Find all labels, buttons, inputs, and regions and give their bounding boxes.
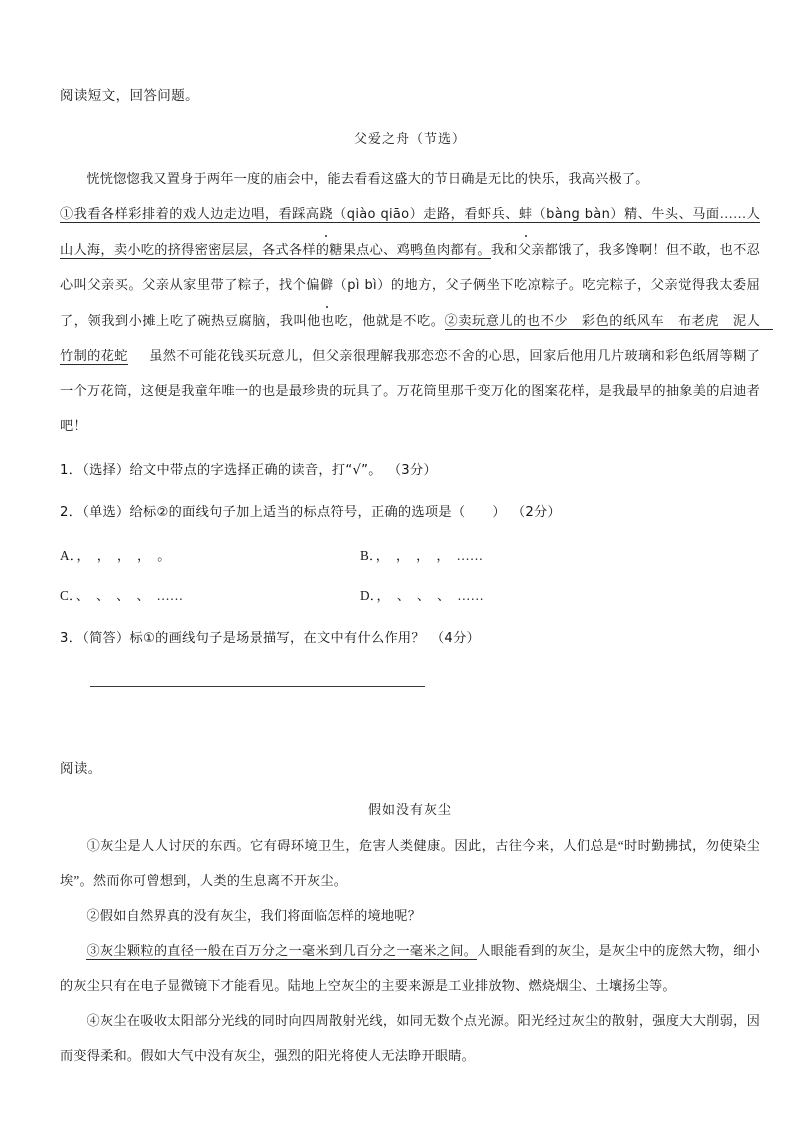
dotted-char-pi: 僻 bbox=[320, 267, 333, 302]
section2-article-title: 假如没有灰尘 bbox=[367, 801, 452, 817]
underlined-text-d: 卖玩意儿的也不少 彩色的纸风车 布老虎 泥人 竹制的花蛇 bbox=[60, 313, 774, 364]
s2-p1-marker: ① bbox=[86, 837, 101, 853]
section1-article-title: 父爱之舟（节选） bbox=[353, 131, 466, 147]
question-1-number: 1． bbox=[60, 463, 83, 479]
s2-p3-marker: ③ bbox=[86, 942, 100, 958]
option-row-cd bbox=[60, 585, 760, 604]
dotted-char-qiao: 跷 bbox=[320, 196, 333, 231]
question-1-type: （选择） bbox=[82, 463, 130, 479]
question-3 bbox=[60, 629, 760, 649]
option-c-value: 、 、 、 、 …… bbox=[75, 587, 184, 603]
pinyin-qiao: （qiào qiāo） bbox=[332, 207, 424, 223]
section2-paragraph-3 bbox=[60, 933, 760, 1003]
section2-paragraph-1 bbox=[60, 828, 760, 898]
paragraph-1-text: 恍恍惚惚我又置身于两年一度的庙会中，能去看看这盛大的节日确是无比的快乐，我高兴极了。 bbox=[86, 171, 649, 187]
marker-2: ② bbox=[444, 313, 459, 329]
s2-p3-underlined-text: 灰尘颗粒的直径一般在百万分之一毫米到几百分之一毫米之间。 bbox=[99, 942, 478, 958]
section1-paragraph-2 bbox=[60, 196, 774, 443]
question-2-type: （单选） bbox=[82, 505, 130, 521]
s2-p1-text: 灰尘是人人讨厌的东西。它有碍环境卫生，危害人类健康。因此，古往今来，人们总是“时时勤拂拭，勿使染尘埃”。然而你可曾想到，人类的生息离不开灰尘。 bbox=[60, 837, 760, 888]
s2-p4-marker: ④ bbox=[86, 1012, 100, 1028]
section2-instruction: 阅读。 bbox=[60, 760, 102, 777]
question-1 bbox=[60, 461, 760, 481]
section1-instruction: 阅读短文，回答问题。 bbox=[60, 88, 199, 104]
question-2-text: 给标②的面线句子加上适当的标点符号，正确的选项是（ ） bbox=[129, 505, 506, 521]
s2-p3-underlined bbox=[86, 943, 477, 960]
question-3-text: 标①的画线句子是场景描写，在文中有什么作用？ bbox=[129, 630, 425, 646]
section2-paragraph-4 bbox=[60, 1003, 760, 1073]
page-content bbox=[60, 0, 774, 1073]
plain-text-a: 我和父亲都饿了，我多馋啊！但不敢，也不忍心叫父亲买。父亲从家里带了粽子，找个偏 bbox=[60, 242, 760, 293]
option-d-key: D． bbox=[360, 587, 377, 603]
section1-paragraph-1 bbox=[60, 161, 760, 196]
plain-text-b: 的地方，父子俩坐下吃凉粽子。吃完粽子，父亲觉得我太委屈了，领我到小摊上吃了碗热豆腐脑，我叫他也吃，他就是不吃。 bbox=[60, 277, 760, 329]
underlined-text-a: 我看各样彩排着的戏人边走边唱，看踩高 bbox=[73, 206, 320, 222]
dotted-char-bang: 蚌 bbox=[519, 196, 532, 231]
question-2 bbox=[60, 503, 760, 523]
question-3-score: （4分） bbox=[430, 630, 481, 646]
option-c-key: C． bbox=[60, 587, 76, 603]
marker-1: ① bbox=[60, 206, 74, 222]
s2-p3-text: 人眼能看到的灰尘，是灰尘中的庞然大物，细小的灰尘只有在电子显微镜下才能看见。陆地上空灰尘的主要来源是工业排放物、燃烧烟尘、土壤扬尘等。 bbox=[60, 942, 760, 993]
question-2-number: 2． bbox=[60, 505, 83, 521]
section2-paragraph-2 bbox=[60, 898, 760, 933]
option-a-value: ， ， ， ， 。 bbox=[76, 547, 171, 563]
question-3-type: （简答） bbox=[82, 630, 130, 646]
underlined-text-b: 走路，看虾兵、 bbox=[423, 206, 519, 222]
option-c[interactable] bbox=[60, 585, 360, 604]
pinyin-bang: （bàng bàn） bbox=[532, 207, 624, 223]
s2-p2-text: 假如自然界真的没有灰尘，我们将面临怎样的境地呢？ bbox=[99, 907, 422, 923]
option-d-value: ， 、 、 、 …… bbox=[376, 587, 484, 603]
s2-p2-marker: ② bbox=[86, 907, 100, 923]
plain-text-c: 虽然不可能花钱买玩意儿，但父亲很理解我那恋恋不舍的心思，回家后他用几片玻璃和彩色纸屑等糊了一个万花筒，这便是我童年唯一的也是最珍贵的玩具了。万花筒里那千变万化的图案花样，是我最早的抽象美的启迪者吧！ bbox=[60, 348, 760, 434]
pinyin-pi: （pì bì） bbox=[333, 278, 391, 294]
question-1-text: 给文中带点的字选择正确的读音，打“√”。 bbox=[129, 463, 382, 479]
underlined-text-c: 精、牛头、马面……人山人海，卖小吃的挤得密密层层，各式各样的糖果点心、鸡鸭鱼肉都有。 bbox=[60, 206, 760, 258]
option-row-ab bbox=[60, 545, 760, 564]
option-b-key: B． bbox=[360, 547, 376, 563]
question-2-score: （2分） bbox=[511, 505, 561, 521]
option-b[interactable] bbox=[360, 545, 660, 564]
option-a-key: A． bbox=[60, 547, 77, 563]
option-b-value: ， ， ， ， …… bbox=[375, 547, 484, 563]
question-3-number: 3． bbox=[60, 630, 83, 646]
option-d[interactable] bbox=[360, 585, 660, 604]
s2-p4-text: 灰尘在吸收太阳部分光线的同时向四周散射光线，如同无数个点光源。阳光经过灰尘的散射，强度大大削弱，因而变得柔和。假如大气中没有灰尘，强烈的阳光将使人无法睁开眼睛。 bbox=[60, 1012, 761, 1063]
question-1-score: （3分） bbox=[387, 463, 437, 479]
option-a[interactable] bbox=[60, 545, 360, 564]
